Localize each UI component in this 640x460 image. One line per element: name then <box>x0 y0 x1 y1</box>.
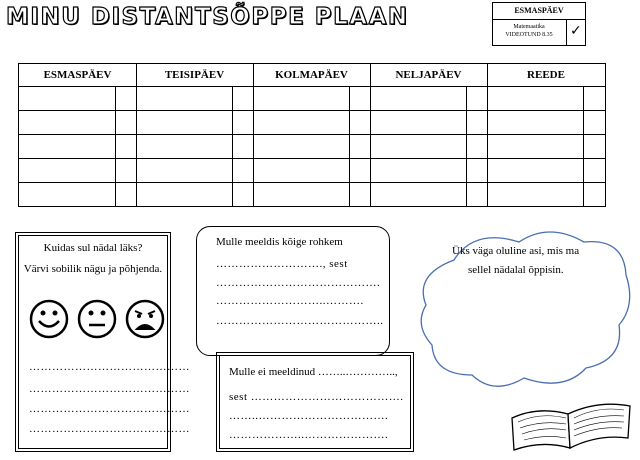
example-lesson <box>497 23 561 39</box>
open-book-icon <box>508 394 634 452</box>
feelings-box <box>18 235 190 449</box>
example-day: ESMASPÄEV <box>493 3 585 20</box>
feelings-instruction: Värvi sobilik nägu ja põhjenda. <box>23 263 163 275</box>
cloud-line-2: sellel nädalal õppisin. <box>468 264 564 276</box>
schedule-table <box>18 63 606 207</box>
liked-heading: Mulle meeldis kõige rohkem <box>216 236 343 248</box>
answer-line[interactable]: ………………………., sest <box>216 258 348 270</box>
neutral-face-icon[interactable] <box>77 299 117 339</box>
answer-line[interactable]: …………………………………… <box>29 423 190 435</box>
day-header: KOLMAPÄEV <box>275 69 348 81</box>
table-divider <box>19 134 605 135</box>
happy-face-icon[interactable] <box>29 299 69 339</box>
example-lesson-label: VIDEOTUND 8.35 <box>505 32 553 38</box>
day-header: REEDE <box>527 69 565 81</box>
table-divider <box>466 86 467 206</box>
table-divider <box>115 86 116 206</box>
disliked-box <box>219 355 411 449</box>
day-header: TEISIPÄEV <box>164 69 225 81</box>
disliked-heading: Mulle ei meeldinud ……..………….., <box>229 366 398 378</box>
table-divider <box>583 86 584 206</box>
table-divider <box>19 182 605 183</box>
answer-line[interactable]: ………………..…………………. <box>229 429 389 441</box>
day-header: NELJAPÄEV <box>395 69 462 81</box>
example-box <box>492 2 586 46</box>
table-divider <box>349 86 350 206</box>
cloud-line-1: Üks väga oluline asi, mis ma <box>452 245 580 257</box>
table-divider <box>232 86 233 206</box>
sad-face-icon[interactable] <box>125 299 165 339</box>
check-icon: ✓ <box>570 23 582 39</box>
answer-line[interactable]: …………………………………….. <box>216 315 384 327</box>
answer-line[interactable]: ……..……………………………. <box>229 410 389 422</box>
table-divider <box>19 158 605 159</box>
table-divider <box>19 110 605 111</box>
example-subject: Matemaatika <box>513 24 545 30</box>
answer-line[interactable]: …………………………………… <box>29 383 190 395</box>
page-title: MINU DISTANTSÕPPE PLAAN <box>6 4 409 30</box>
answer-line[interactable]: …………………………………… <box>29 403 190 415</box>
answer-line[interactable]: sest …………………………………. <box>229 391 404 403</box>
answer-line[interactable]: ……………………………………. <box>216 277 381 289</box>
answer-line[interactable]: …………………………………… <box>29 361 190 373</box>
answer-line[interactable]: ………………………..………. <box>216 295 364 307</box>
liked-box <box>196 226 390 356</box>
feelings-question: Kuidas sul nädal läks? <box>43 242 143 254</box>
table-divider <box>19 86 605 87</box>
example-divider <box>566 20 567 45</box>
day-header: ESMASPÄEV <box>43 69 112 81</box>
